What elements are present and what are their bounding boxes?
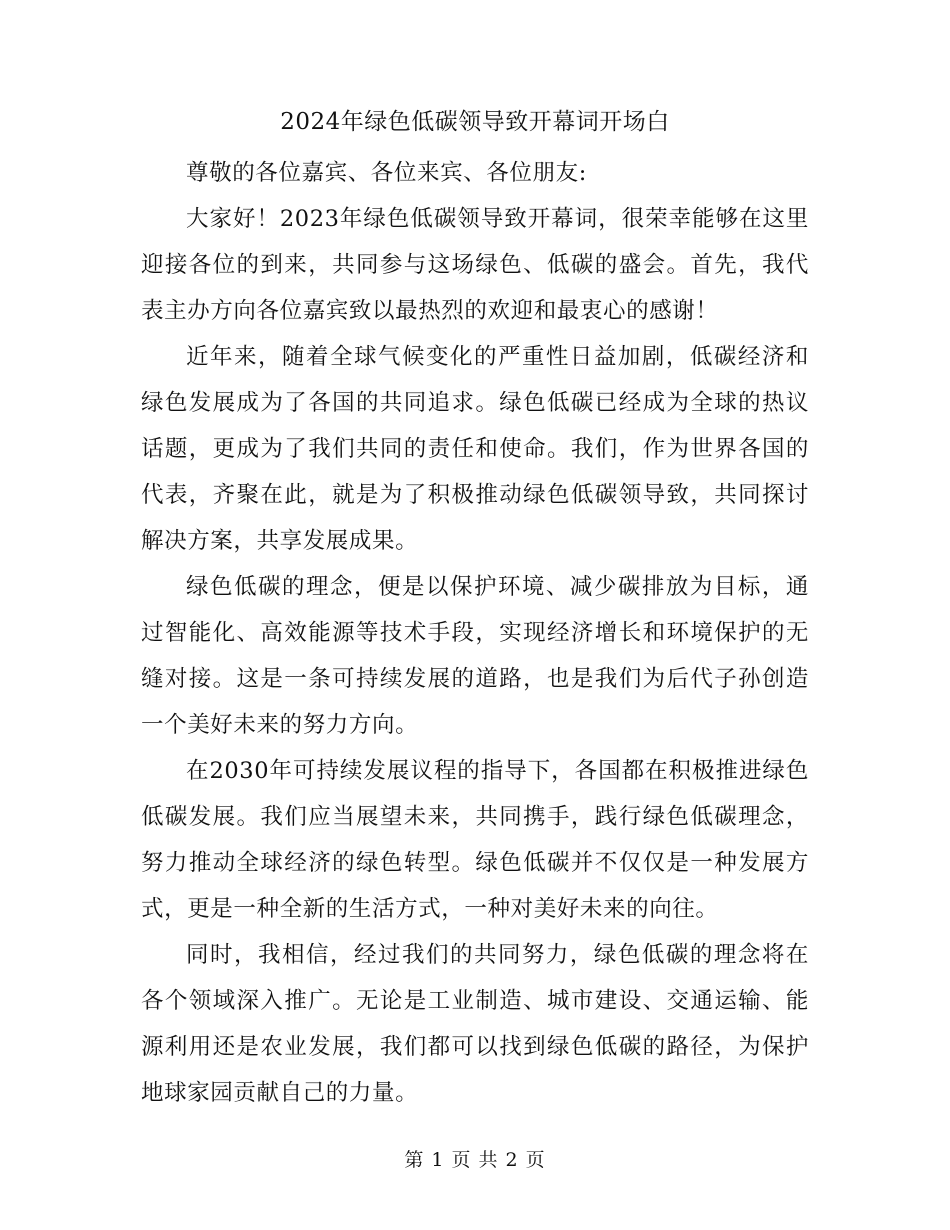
body-paragraph: 同时，我相信，经过我们的共同努力，绿色低碳的理念将在各个领域深入推广。无论是工业制造、城市建设、交通运输、能源利用还是农业发展，我们都可以找到绿色低碳的路径，为保护地球家园贡献自己的力量。 xyxy=(141,942,809,1106)
document-body xyxy=(141,150,809,1116)
body-paragraph: 在2030年可持续发展议程的指导下，各国都在积极推进绿色低碳发展。我们应当展望未来，共同携手，践行绿色低碳理念，努力推动全球经济的绿色转型。绿色低碳并不仅仅是一种发展方式，更是一种全新的生活方式，一种对美好未来的向往。 xyxy=(141,758,809,922)
document-title: 2024年绿色低碳领导致开幕词开场白 xyxy=(280,109,670,135)
page-number-footer: 第 1 页 共 2 页 xyxy=(404,1149,546,1171)
body-paragraph: 绿色低碳的理念，便是以保护环境、减少碳排放为目标，通过智能化、高效能源等技术手段，实现经济增长和环境保护的无缝对接。这是一条可持续发展的道路，也是我们为后代子孙创造一个美好未来的努力方向。 xyxy=(141,574,809,738)
body-paragraph: 大家好！2023年绿色低碳领导致开幕词，很荣幸能够在这里迎接各位的到来，共同参与这场绿色、低碳的盛会。首先，我代表主办方向各位嘉宾致以最热烈的欢迎和最衷心的感谢！ xyxy=(141,206,809,324)
body-paragraph: 近年来，随着全球气候变化的严重性日益加剧，低碳经济和绿色发展成为了各国的共同追求。绿色低碳已经成为全球的热议话题，更成为了我们共同的责任和使命。我们，作为世界各国的代表，齐聚在此，就是为了积极推动绿色低碳领导致，共同探讨解决方案，共享发展成果。 xyxy=(141,344,809,554)
salutation-paragraph: 尊敬的各位嘉宾、各位来宾、各位朋友: xyxy=(186,160,587,186)
